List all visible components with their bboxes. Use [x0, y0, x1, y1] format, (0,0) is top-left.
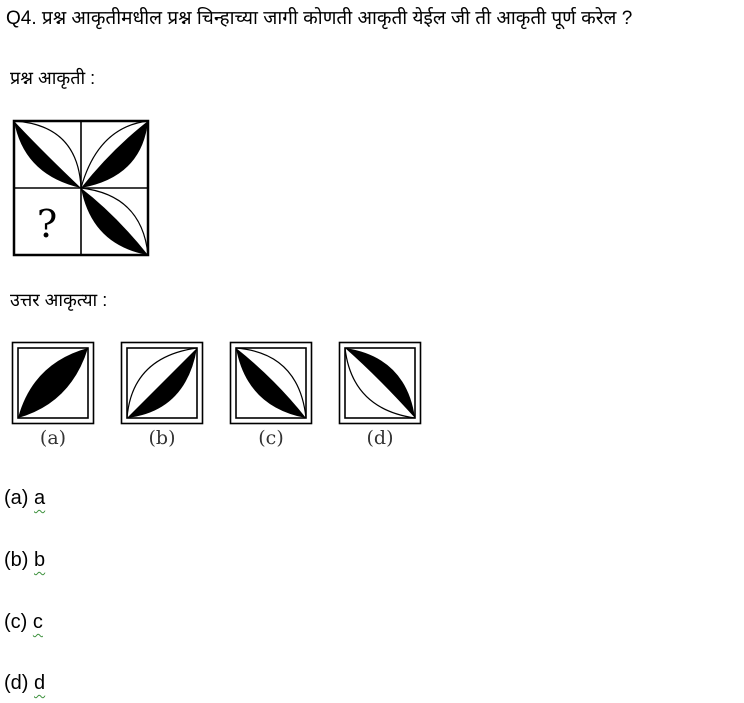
option-value: d	[34, 672, 46, 694]
option-key: (d)	[4, 672, 29, 694]
option-key: (a)	[4, 487, 29, 509]
answer-caption-a: (a)	[39, 427, 67, 449]
problem-figure-label: प्रश्न आकृती :	[10, 68, 96, 88]
answer-figure-c	[229, 341, 313, 425]
question-mark: ?	[36, 202, 58, 246]
option-b[interactable]	[4, 547, 45, 573]
answer-figure-d	[338, 341, 422, 425]
option-c[interactable]	[4, 609, 43, 635]
option-value: b	[34, 549, 46, 571]
answer-caption-d: (d)	[366, 427, 394, 449]
answer-caption-c: (c)	[258, 427, 284, 449]
answer-figure-b	[120, 341, 204, 425]
option-a[interactable]	[4, 485, 45, 511]
question-title: Q4. प्रश्न आकृतीमधील प्रश्न चिन्हाच्या जागी कोणती आकृती येईल जी ती आकृती पूर्ण करेल ?	[6, 8, 633, 29]
option-key: (b)	[4, 549, 29, 571]
answer-figure-a	[11, 341, 95, 425]
answer-caption-b: (b)	[148, 427, 176, 449]
option-value: c	[32, 611, 43, 633]
problem-figure	[12, 119, 150, 257]
answer-figures-label: उत्तर आकृत्या :	[10, 290, 108, 310]
option-key: (c)	[4, 611, 28, 633]
option-d[interactable]	[4, 670, 45, 696]
option-value: a	[34, 487, 46, 509]
